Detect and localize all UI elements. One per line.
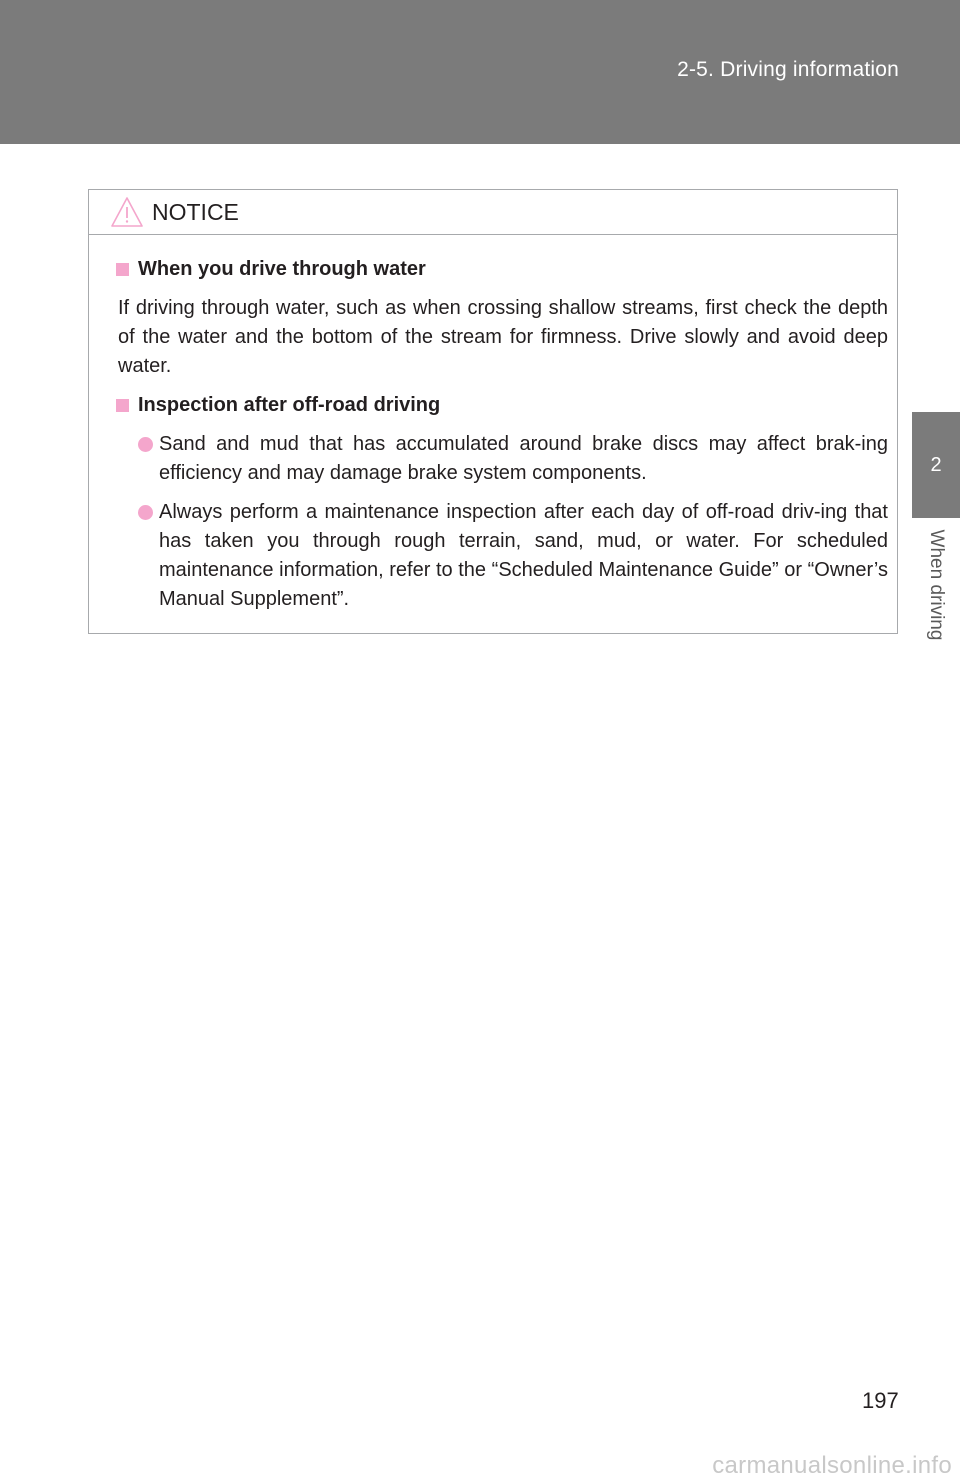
- section-title: 2-5. Driving information: [677, 58, 899, 81]
- circle-bullet-icon: [138, 505, 153, 520]
- section-heading: [116, 391, 888, 420]
- section-heading-text: When you drive through water: [138, 258, 426, 280]
- list-item-text: Sand and mud that has accumulated around brake discs may affect brak-ing efficiency and may damage brake system components.: [159, 433, 888, 484]
- section-heading-text: Inspection after off-road driving: [138, 394, 441, 416]
- notice-header: [89, 190, 897, 235]
- section-paragraph: If driving through water, such as when crossing shallow streams, first check the depth of the water and the bottom of the stream for firmness. Drive slowly and avoid deep water.: [118, 297, 888, 377]
- page-header: [0, 0, 960, 144]
- square-bullet-icon: [116, 263, 129, 276]
- page-number: 197: [862, 1388, 899, 1413]
- chapter-label: When driving: [926, 529, 947, 641]
- chapter-number: 2: [930, 454, 942, 476]
- list-item-text: Always perform a maintenance inspection after each day of off-road driv-ing that has taken you through rough terrain, sand, mud, or water. For scheduled maintenance information, refer to the “Scheduled Maintenance Guide” or “Owner’s Manual Supplement”.: [159, 501, 888, 610]
- watermark: carmanualsonline.info: [712, 1452, 952, 1479]
- circle-bullet-icon: [138, 437, 153, 452]
- notice-box: [88, 189, 898, 634]
- notice-title: NOTICE: [152, 199, 239, 225]
- list-item: [116, 498, 888, 614]
- list-item: [116, 430, 888, 488]
- square-bullet-icon: [116, 399, 129, 412]
- chapter-tab: [912, 412, 960, 518]
- notice-body: [89, 235, 897, 633]
- warning-triangle-icon: [110, 196, 144, 228]
- section-heading: [116, 255, 888, 284]
